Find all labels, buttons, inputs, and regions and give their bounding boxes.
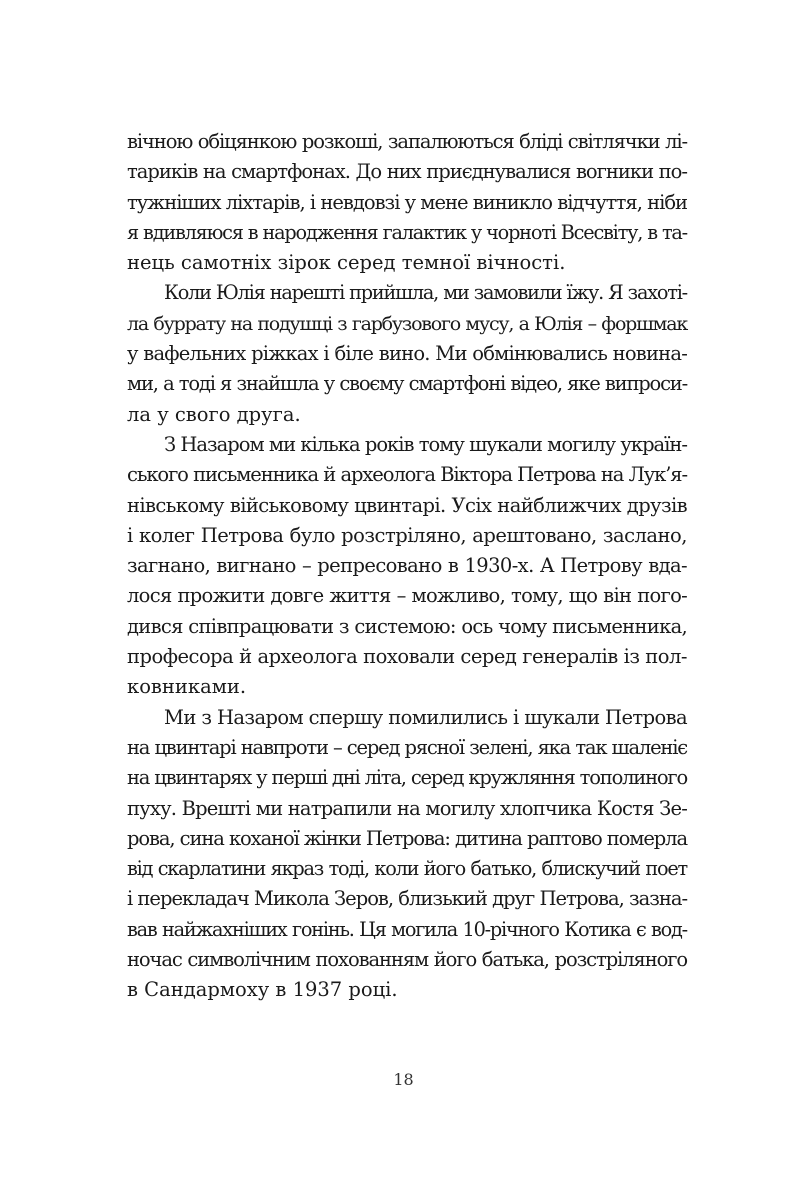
text-line: на цвинтарях у перші дні літа, серед кружляння тополиного	[127, 766, 687, 790]
body-text	[127, 127, 687, 1006]
text-line: вав найжахніших гонінь. Ця могила 10-річного Котика є вод-	[127, 917, 687, 941]
text-line: З Назаром ми кілька років тому шукали могилу україн-	[164, 432, 687, 456]
text-line: лося прожити довге життя – можливо, тому, що він пого-	[127, 584, 687, 608]
text-line: нівському військовому цвинтарі. Усіх найближчих друзів	[127, 493, 687, 517]
text-line: я вдивляюся в народження галактик у чорноті Всесвіту, в та-	[127, 220, 687, 244]
text-line: і перекладач Микола Зеров, близький друг Петрова, зазна-	[127, 887, 688, 911]
text-line: ського письменника й археолога Віктора Петрова на Лук’я-	[127, 463, 687, 487]
text-line: ми, а тоді я знайшла у своєму смартфоні відео, яке випроси-	[127, 372, 687, 396]
text-line: ла буррату на подушці з гарбузового мусу, а Юлія – форшмак	[127, 312, 687, 335]
text-line: дився співпрацювати з системою: ось чому письменника,	[127, 614, 687, 638]
text-line: від скарлатини якраз тоді, коли його батько, блискучий поет	[127, 857, 687, 881]
text-line: нець самотніх зірок серед темної вічності.	[127, 251, 566, 275]
text-line: професора й археолога поховали серед генералів із пол-	[127, 645, 687, 669]
text-line: тариків на смартфонах. До них приєднувалися вогники по-	[127, 160, 687, 184]
text-line: Ми з Назаром спершу помилились і шукали Петрова	[164, 705, 688, 729]
text-line: рова, сина коханої жінки Петрова: дитина раптово померла	[127, 826, 687, 850]
text-line: в Сандармоху в 1937 році.	[127, 978, 398, 1002]
text-line: ковниками.	[127, 675, 247, 699]
text-line: загнано, вигнано – репресовано в 1930-х. А Петрову вда-	[127, 554, 687, 578]
text-line: вічною обіцянкою розкоші, запалюються бліді світлячки лі-	[127, 130, 687, 153]
text-line: пуху. Врешті ми натрапили на могилу хлопчика Костя Зе-	[127, 796, 687, 820]
text-line: Коли Юлія нарешті прийшла, ми замовили їжу. Я захоті-	[164, 281, 687, 305]
text-line: у вафельних ріжках і біле вино. Ми обмінювались новина-	[127, 342, 687, 366]
page-number: 18	[393, 1070, 414, 1089]
text-line: ла у свого друга.	[127, 402, 301, 426]
text-line: тужніших ліхтарів, і невдовзі у мене виникло відчуття, ніби	[127, 190, 688, 214]
text-line: і колег Петрова було розстріляно, арештовано, заслано,	[127, 523, 687, 547]
text-line: на цвинтарі навпроти – серед рясної зелені, яка так шаленіє	[127, 735, 687, 759]
text-line: ночас символічним похованням його батька, розстріляного	[127, 948, 687, 972]
